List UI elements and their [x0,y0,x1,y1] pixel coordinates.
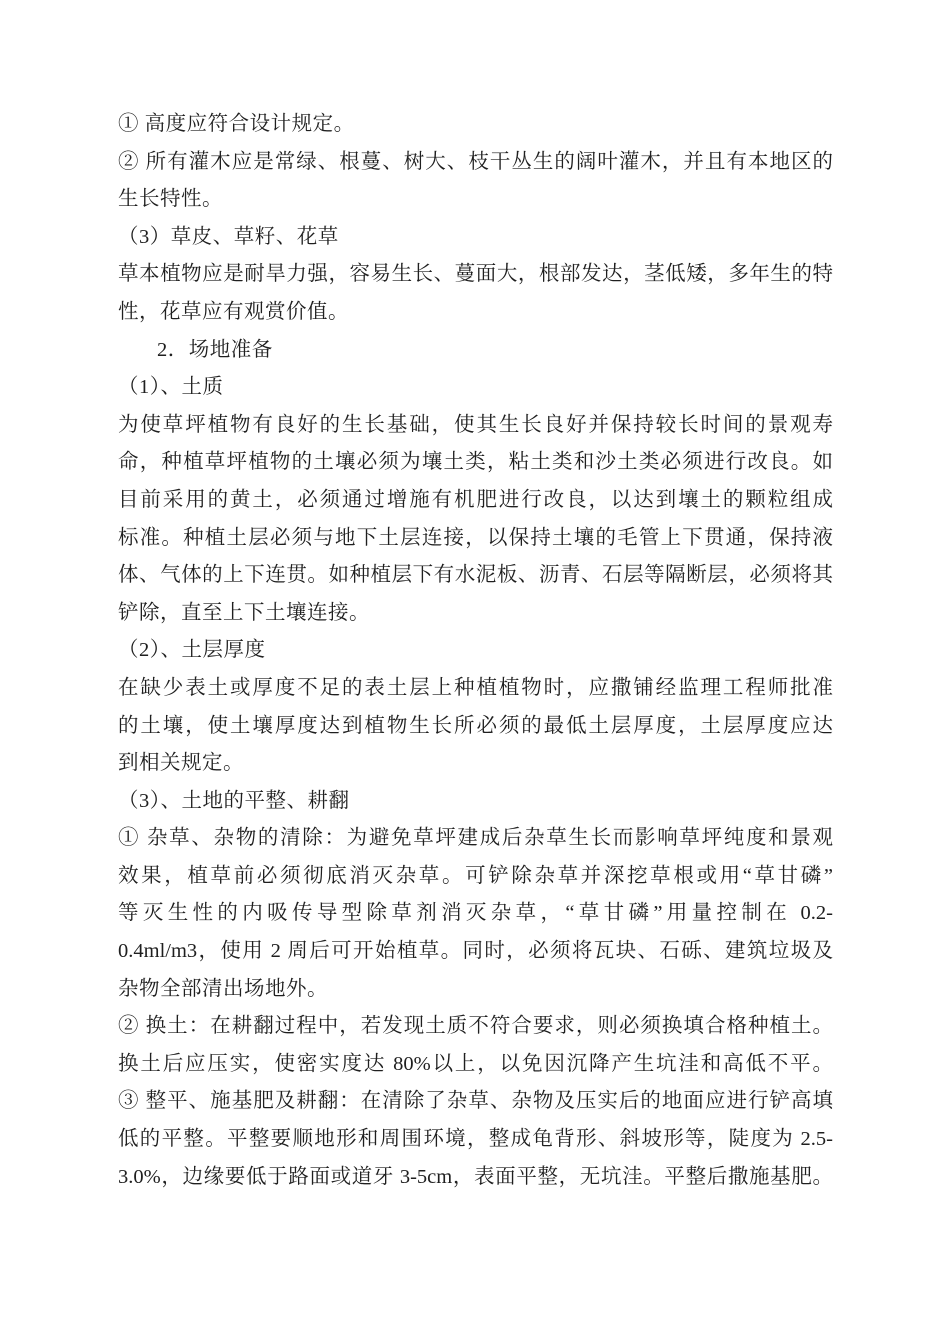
document-body [118,106,833,1196]
text-line: 为使草坪植物有良好的生长基础，使其生长良好并保持较长时间的景观寿 [118,413,833,436]
text-line: 体、气体的上下连贯。如种植层下有水泥板、沥青、石层等隔断层，必须将其 [118,564,833,587]
text-line: 到相关规定。 [118,752,244,775]
text-line: ③ 整平、施基肥及耕翻：在清除了杂草、杂物及压实后的地面应进行铲高填 [118,1090,833,1113]
text-line: 低的平整。平整要顺地形和周围环境，整成龟背形、斜坡形等，陡度为 2.5- [118,1128,833,1151]
text-line: 杂物全部清出场地外。 [118,977,328,1000]
text-line: 目前采用的黄土，必须通过增施有机肥进行改良，以达到壤土的颗粒组成 [118,488,833,511]
text-line: （2）、土层厚度 [118,639,266,662]
text-line: 铲除，直至上下土壤连接。 [118,601,370,624]
text-line: 效果，植草前必须彻底消灭杂草。可铲除杂草并深挖草根或用“草甘磷” [118,864,833,887]
text-line: 标准。种植土层必须与地下土层连接，以保持土壤的毛管上下贯通，保持液 [118,526,833,549]
text-line: （1）、土质 [118,376,224,399]
text-line: 0.4ml/m3，使用 2 周后可开始植草。同时，必须将瓦块、石砾、建筑垃圾及 [118,940,833,963]
text-line: （3）草皮、草籽、花草 [118,225,339,248]
text-line: 性，花草应有观赏价值。 [118,300,349,323]
text-line: 2．场地准备 [157,338,273,361]
text-line: ① 高度应符合设计规定。 [118,113,355,135]
text-line: ① 杂草、杂物的清除：为避免草坪建成后杂草生长而影响草坪纯度和景观 [118,827,833,850]
text-line: 草本植物应是耐旱力强，容易生长、蔓面大，根部发达，茎低矮，多年生的特 [118,263,833,286]
text-line: 在缺少表土或厚度不足的表土层上种植植物时，应撒铺经监理工程师批准 [118,676,833,699]
text-line: 命，种植草坪植物的土壤必须为壤土类，粘土类和沙土类必须进行改良。如 [118,451,833,474]
text-line: 换土后应压实，使密实度达 80%以上，以免因沉降产生坑洼和高低不平。 [118,1052,833,1075]
text-line: ② 所有灌木应是常绿、根蔓、树大、枝干丛生的阔叶灌木，并且有本地区的 [118,150,833,173]
text-line: 的土壤，使土壤厚度达到植物生长所必须的最低土层厚度，土层厚度应达 [118,714,833,737]
text-line: ② 换土：在耕翻过程中，若发现土质不符合要求，则必须换填合格种植土。 [118,1015,833,1038]
text-line: 生长特性。 [118,188,223,211]
text-line: 等灭生性的内吸传导型除草剂消灭杂草，“草甘磷”用量控制在 0.2- [118,902,833,925]
text-line: 3.0%，边缘要低于路面或道牙 3-5cm，表面平整，无坑洼。平整后撒施基肥。 [118,1165,833,1188]
text-line: （3）、土地的平整、耕翻 [118,789,350,812]
